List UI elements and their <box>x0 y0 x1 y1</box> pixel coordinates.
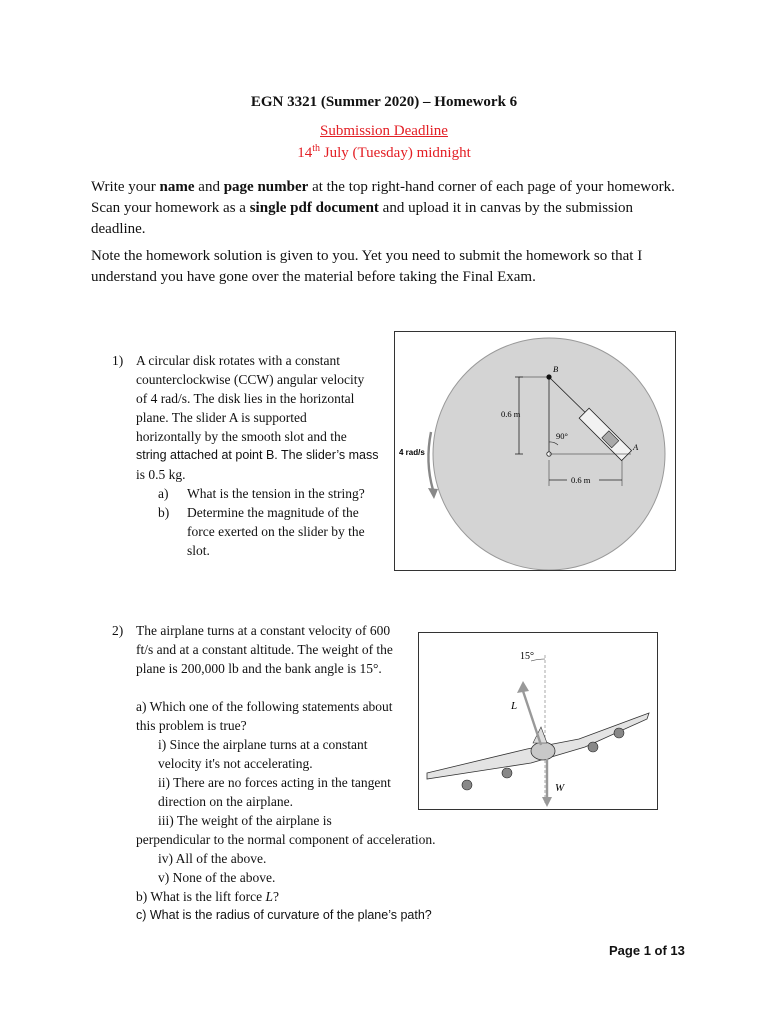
label-b: B <box>553 364 559 374</box>
question-2c: c) What is the radius of curvature of the plane’s path? <box>136 908 432 922</box>
text-line: A circular disk rotates with a constant <box>136 353 340 368</box>
page-title: EGN 3321 (Summer 2020) – Homework 6 <box>250 94 518 110</box>
option-line: v) None of the above. <box>158 870 276 885</box>
text-line: a) Which one of the following statements about <box>136 699 393 714</box>
page-current: 1 <box>643 943 651 958</box>
option-line: ii) There are no forces acting in the tangent <box>158 775 391 790</box>
page-total: 13 <box>670 943 685 958</box>
instructions-paragraph-1 <box>91 177 691 240</box>
horizontal-dim-label: 0.6 m <box>571 475 591 485</box>
sub-label: a) <box>158 486 169 501</box>
angle-label: 90° <box>556 431 568 441</box>
text-line: ft/s and at a constant altitude. The weight of the <box>136 642 393 657</box>
text-run: ? <box>272 889 279 904</box>
text-run-bold: page number <box>223 179 309 195</box>
question-number: 1) <box>112 353 124 368</box>
option-line: iv) All of the above. <box>158 851 267 866</box>
text-run: and <box>194 179 224 195</box>
deadline-label-text: Submission Deadline <box>320 123 448 139</box>
text-line: plane is 200,000 lb and the bank angle is 15°. <box>136 661 382 676</box>
option-line: perpendicular to the normal component of acceleration. <box>136 832 436 847</box>
bank-angle-label: 15° <box>520 651 534 662</box>
question-2b <box>136 887 436 906</box>
point-b <box>546 374 551 379</box>
weight-arrowhead <box>542 797 552 807</box>
instructions-paragraph-2 <box>91 246 691 288</box>
disk-figure <box>394 331 676 571</box>
text-run: and upload it in canvas by the submission <box>378 200 634 216</box>
text-line: this problem is true? <box>136 718 247 733</box>
label-a: A <box>633 442 639 452</box>
sub-text: What is the tension in the string? <box>187 486 365 501</box>
airplane-figure <box>418 632 658 810</box>
text-line: string attached at point B. The slider’s mass <box>136 448 379 462</box>
text-run: Write your <box>91 179 160 195</box>
text-run: deadline. <box>91 221 146 237</box>
text-run-bold: name <box>159 179 195 195</box>
option-line: velocity it's not accelerating. <box>158 756 313 771</box>
deadline-label <box>0 123 768 140</box>
text-run: Scan your homework as a <box>91 200 250 216</box>
text-line: The airplane turns at a constant velocity of 600 <box>136 623 391 638</box>
option-line: i) Since the airplane turns at a constant <box>158 737 368 752</box>
text-line: force exerted on the slider by the <box>187 524 365 539</box>
lift-vector <box>523 691 541 745</box>
text-line: understand you have gone over the material before taking the Final Exam. <box>91 269 536 285</box>
deadline-rest: July (Tuesday) midnight <box>320 145 471 161</box>
sub-label: b) <box>158 505 170 520</box>
weight-label: W <box>555 782 565 794</box>
text-line: is 0.5 kg. <box>136 467 186 482</box>
option-line: direction on the airplane. <box>158 794 293 809</box>
text-line: horizontally by the smooth slot and the <box>136 429 347 444</box>
disk-diagram <box>395 332 675 570</box>
text-run: at the top right-hand corner of each page of your homework. <box>308 179 675 195</box>
text-line: slot. <box>187 543 210 558</box>
text-line: Note the homework solution is given to you. Yet you need to submit the homework so that I <box>91 248 643 264</box>
page-prefix: Page <box>609 943 644 958</box>
text-run-italic: L <box>265 889 273 904</box>
vertical-dim-label: 0.6 m <box>501 409 521 419</box>
rotation-arrow <box>428 432 433 490</box>
deadline-date <box>0 143 768 162</box>
question-number: 2) <box>112 623 124 638</box>
text-line: of 4 rad/s. The disk lies in the horizontal <box>136 391 355 406</box>
deadline-day: 14 <box>297 145 313 161</box>
angular-velocity-label: 4 rad/s <box>399 448 425 457</box>
question-2-body <box>136 621 436 925</box>
lift-arrowhead <box>517 681 529 693</box>
text-line: counterclockwise (CCW) angular velocity <box>136 372 365 387</box>
question-1-body <box>136 351 379 558</box>
answer-options <box>136 735 436 830</box>
text-run: b) What is the lift force <box>136 889 266 904</box>
page-number <box>609 943 685 958</box>
text-line: plane. The slider A is supported <box>136 410 307 425</box>
deadline-sup: th <box>312 143 321 154</box>
lift-label: L <box>511 700 518 712</box>
sub-text <box>187 503 365 560</box>
fuselage <box>531 742 555 760</box>
page-of: of <box>650 943 671 958</box>
text-line: Determine the magnitude of the <box>187 505 359 520</box>
text-run-bold: single pdf document <box>249 200 379 216</box>
airplane-diagram <box>419 633 657 809</box>
rotation-arrowhead <box>428 488 438 499</box>
option-line: iii) The weight of the airplane is <box>158 813 332 828</box>
